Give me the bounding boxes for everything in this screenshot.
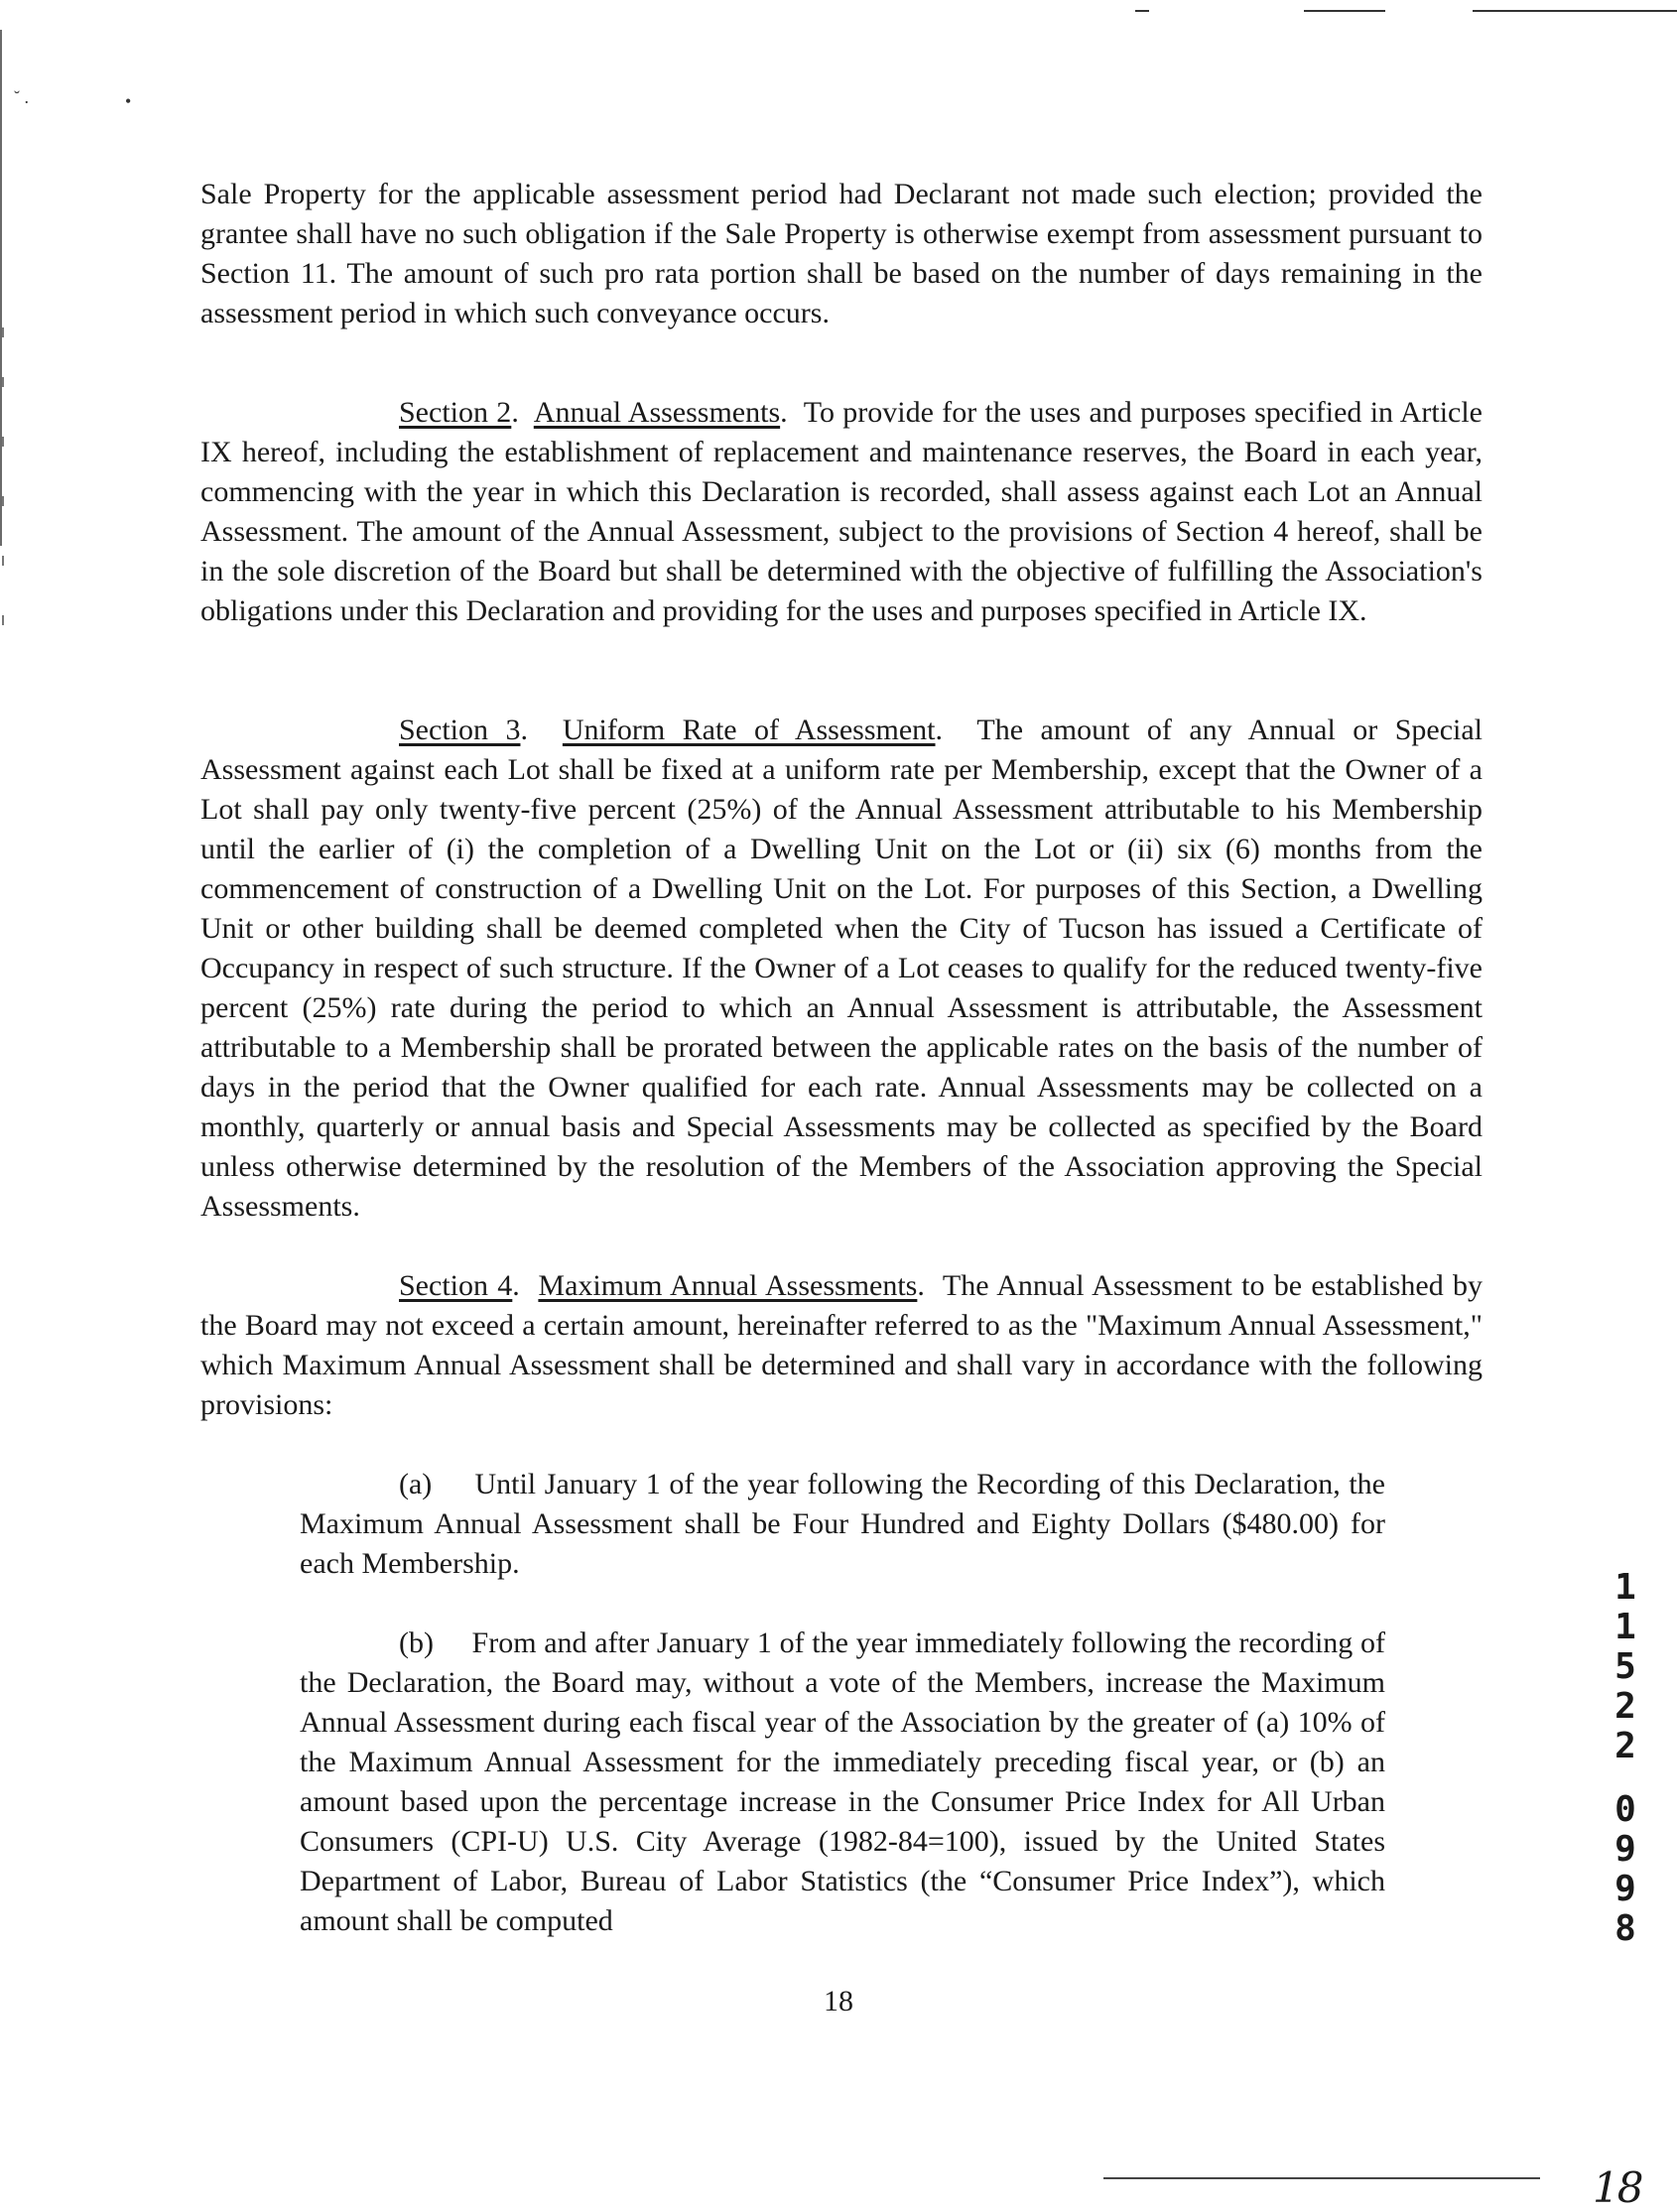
- recording-digit: 5: [1614, 1646, 1636, 1687]
- item-a-text: Until January 1 of the year following the Recording of this Declaration, the Maximum Annual Assessment shall be Four Hundred and Eighty Dollars ($480.00) for each Membership.: [300, 1468, 1385, 1580]
- scan-tick: [2, 437, 4, 447]
- scan-speck: •: [125, 91, 132, 111]
- section-4-number: Section 4: [399, 1269, 513, 1302]
- paragraph-continuation: Sale Property for the applicable assessment period had Declarant not made such election; provided the grantee shall have no such obligation if the Sale Property is otherwise exempt from assessment pursuant to Section 11. The amount of such pro rata portion shall be based on the number of days remaining in the assessment period in which such conveyance occurs.: [200, 178, 1483, 329]
- scan-speck: ˘ .: [14, 87, 29, 107]
- recording-number-stamp: [1608, 1568, 1643, 1949]
- section-2-body: To provide for the uses and purposes specified in Article IX hereof, including the establishment of replacement and maintenance reserves, the Board in each year, commencing with the year in which this Declaration is recorded, shall assess against each Lot an Annual Assessment. The amount of the Annual Assessment, subject to the provisions of Section 4 hereof, shall be in the sole discretion of the Board but shall be determined with the objective of fulfilling the Association's obligations under this Declaration and providing for the uses and purposes specified in Article IX.: [200, 396, 1483, 627]
- top-rule: [1135, 10, 1149, 12]
- section-3-title: Uniform Rate of Assessment: [562, 714, 936, 746]
- scan-tick: [2, 377, 4, 387]
- section-4-item-a: [300, 1465, 1385, 1584]
- item-b-text: From and after January 1 of the year immediately following the recording of the Declaration, the Board may, without a vote of the Members, increase the Maximum Annual Assessment during each fiscal year of the Association by the greater of (a) 10% of the Maximum Annual Assessment for the immediately preceding fiscal year, or (b) an amount based upon the percentage increase in the Consumer Price Index for All Urban Consumers (CPI-U) U.S. City Average (1982-84=100), issued by the United States Department of Labor, Bureau of Labor Statistics (the “Consumer Price Index”), which amount shall be computed: [300, 1626, 1385, 1937]
- section-4-item-b: [300, 1624, 1385, 1941]
- handwritten-page-number: 18: [1593, 2163, 1642, 2212]
- scan-tick: [2, 615, 4, 625]
- item-a-label: (a): [399, 1468, 433, 1500]
- recording-digit: 9: [1614, 1829, 1636, 1870]
- top-rule: [1473, 10, 1677, 12]
- item-b-label: (b): [399, 1626, 434, 1659]
- section-4-body: The Annual Assessment to be established by the Board may not exceed a certain amount, hereinafter referred to as the "Maximum Annual Assessment," which Maximum Annual Assessment shall be determined and shall vary in accordance with the following provisions:: [200, 1269, 1483, 1421]
- top-rule: [1304, 10, 1385, 12]
- recording-digit: 1: [1614, 1567, 1636, 1608]
- section-2-title: Annual Assessments: [533, 396, 781, 429]
- scan-tick: [2, 327, 4, 337]
- recording-digit: 1: [1614, 1607, 1636, 1647]
- bottom-rule: [1103, 2177, 1540, 2179]
- recording-digit: 8: [1614, 1908, 1636, 1949]
- recording-digit: 9: [1614, 1869, 1636, 1909]
- section-3-body: The amount of any Annual or Special Assessment against each Lot shall be fixed at a uniform rate per Membership, except that the Owner of a Lot shall pay only twenty-five percent (25%) of the Annual Assessment attributable to his Membership until the earlier of (i) the completion of a Dwelling Unit on the Lot or (ii) six (6) months from the commencement of construction of a Dwelling Unit on the Lot. For purposes of this Section, a Dwelling Unit or other building shall be deemed completed when the City of Tucson has issued a Certificate of Occupancy in respect of such structure. If the Owner of a Lot ceases to qualify for the reduced twenty-five percent (25%) rate during the period to which an Annual Assessment is attributable, the Assessment attributable to a Membership shall be prorated between the applicable rates on the basis of the number of days in the period that the Owner qualified for each rate. Annual Assessments may be collected on a monthly, quarterly or annual basis and Special Assessments may be collected as specified by the Board unless otherwise determined by the resolution of the Members of the Association approving the Special Assessments.: [200, 714, 1483, 1223]
- page-number: 18: [824, 1985, 853, 2017]
- recording-digit: 0: [1614, 1789, 1636, 1830]
- scan-tick: [2, 496, 4, 506]
- section-3-number: Section 3: [399, 714, 521, 746]
- section-2-paragraph: Section 2. Annual Assessments. To provide for the uses and purposes specified in Article IX hereof, including the establishment of replacement and maintenance reserves, the Board in each year, commencing with the year in which this Declaration is recorded, shall assess against each Lot an Annual Assessment. The amount of the Annual Assessment, subject to the provisions of Section 4 hereof, shall be in the sole discretion of the Board but shall be determined with the objective of fulfilling the Association's obligations under this Declaration and providing for the uses and purposes specified in Article IX.: [200, 396, 1483, 627]
- section-3-paragraph: Section 3. Uniform Rate of Assessment. The amount of any Annual or Special Assessment against each Lot shall be fixed at a uniform rate per Membership, except that the Owner of a Lot shall pay only twenty-five percent (25%) of the Annual Assessment attributable to his Membership until the earlier of (i) the completion of a Dwelling Unit on the Lot or (ii) six (6) months from the commencement of construction of a Dwelling Unit on the Lot. For purposes of this Section, a Dwelling Unit or other building shall be deemed completed when the City of Tucson has issued a Certificate of Occupancy in respect of such structure. If the Owner of a Lot ceases to qualify for the reduced twenty-five percent (25%) rate during the period to which an Annual Assessment is attributable, the Assessment attributable to a Membership shall be prorated between the applicable rates on the basis of the number of days in the period that the Owner qualified for each rate. Annual Assessments may be collected on a monthly, quarterly or annual basis and Special Assessments may be collected as specified by the Board unless otherwise determined by the resolution of the Members of the Association approving the Special Assessments.: [200, 714, 1483, 1223]
- section-2-number: Section 2: [399, 396, 512, 429]
- section-4-title: Maximum Annual Assessments: [538, 1269, 918, 1302]
- scan-left-edge: [0, 30, 2, 546]
- section-4-paragraph: Section 4. Maximum Annual Assessments. The Annual Assessment to be established by the Board may not exceed a certain amount, hereinafter referred to as the "Maximum Annual Assessment," which Maximum Annual Assessment shall be determined and shall vary in accordance with the following provisions:: [200, 1269, 1483, 1421]
- recording-digit: 2: [1614, 1686, 1636, 1727]
- recording-digit: 2: [1614, 1726, 1636, 1766]
- scan-tick: [2, 556, 4, 566]
